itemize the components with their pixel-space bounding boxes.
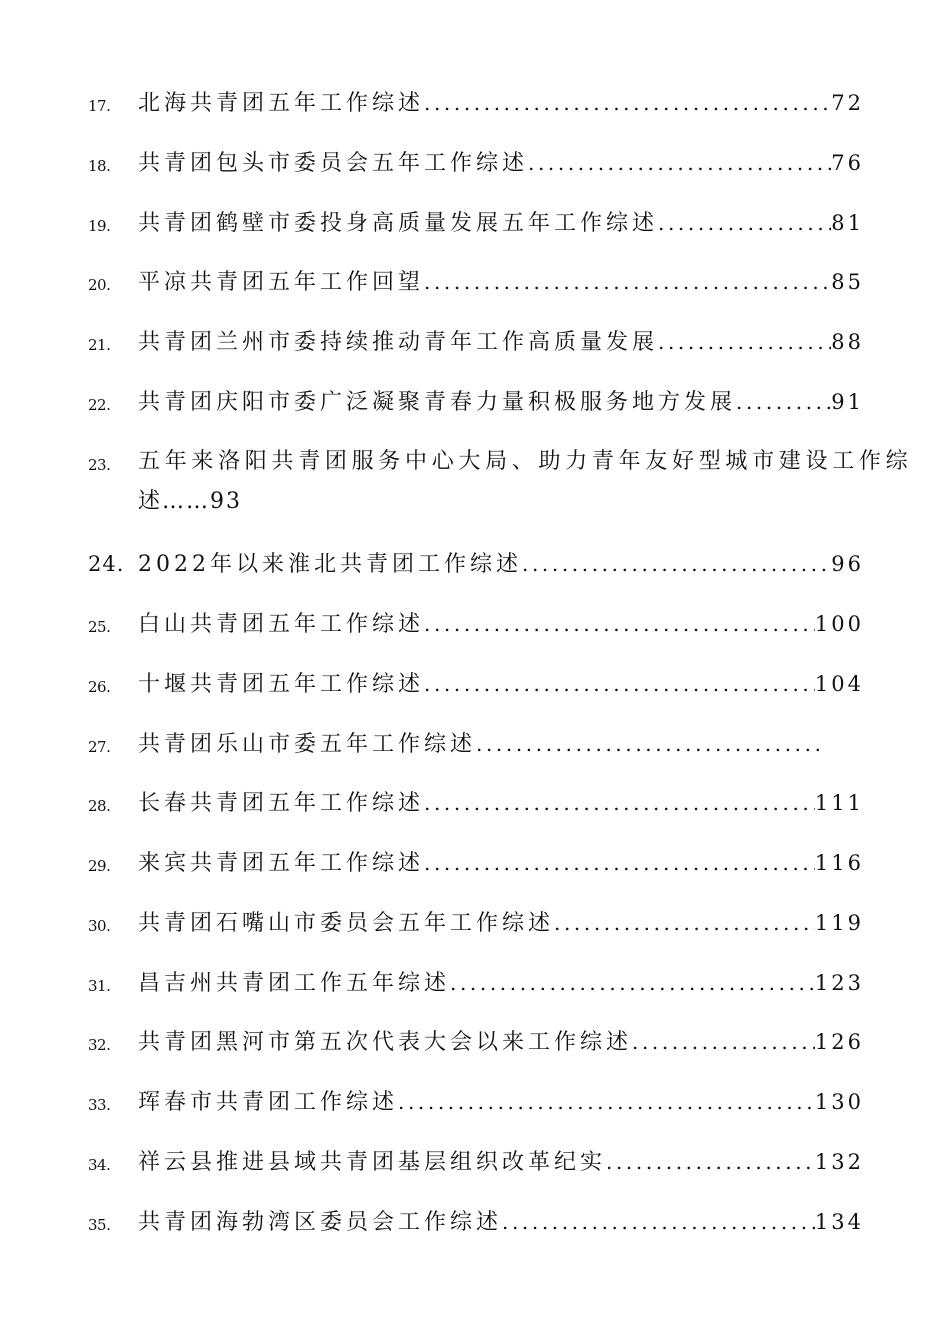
- dot-leader: [528, 148, 831, 178]
- entry-title: 白山共青团五年工作综述: [138, 612, 425, 637]
- entry-title: 昌吉州共青团工作五年综述: [138, 971, 451, 996]
- entry-number: 30.: [88, 917, 111, 935]
- dot-leader: [424, 669, 815, 699]
- entry-title: 共青团兰州市委持续推动青年工作高质量发展: [138, 330, 659, 355]
- dot-leader: [632, 1027, 815, 1057]
- dot-leader: [658, 208, 831, 238]
- dot-leader: [476, 729, 820, 759]
- entry-title-line-2: 述……93: [138, 489, 242, 514]
- dot-leader: [424, 88, 831, 118]
- entry-title: 来宾共青团五年工作综述: [138, 851, 425, 876]
- dot-leader: [424, 848, 815, 878]
- entry-title: 共青团乐山市委五年工作综述: [138, 732, 477, 757]
- entry-title: 共青团包头市委员会五年工作综述: [138, 151, 529, 176]
- entry-number: 21.: [88, 336, 111, 354]
- entry-number: 25.: [88, 618, 111, 636]
- entry-page: 104: [814, 672, 864, 696]
- entry-page: 72: [831, 91, 864, 115]
- entry-number: 17.: [88, 97, 111, 115]
- entry-page: 116: [814, 851, 864, 875]
- entry-number: 28.: [88, 797, 111, 815]
- entry-title: 十堰共青团五年工作综述: [138, 672, 425, 697]
- entry-number: 23.: [88, 456, 111, 474]
- dot-leader: [554, 908, 815, 938]
- entry-page: 119: [814, 911, 864, 935]
- dot-leader: [424, 609, 815, 639]
- entry-page: 100: [814, 612, 864, 636]
- dot-leader: [606, 1147, 815, 1177]
- entry-number: 26.: [88, 678, 111, 696]
- entry-number: 22.: [88, 396, 111, 414]
- entry-title: 共青团黑河市第五次代表大会以来工作综述: [138, 1030, 633, 1055]
- entry-page: 91: [831, 390, 864, 414]
- entry-number: 29.: [88, 857, 111, 875]
- entry-number: 27.: [88, 738, 111, 756]
- dot-leader: [522, 549, 831, 579]
- toc-entry-23[interactable]: [88, 447, 913, 517]
- entry-page: 76: [831, 151, 864, 175]
- entry-page: 130: [814, 1090, 864, 1114]
- entry-title: 祥云县推进县域共青团基层组织改革纪实: [138, 1150, 607, 1175]
- entry-page: 96: [831, 552, 864, 576]
- entry-number: 19.: [88, 217, 111, 235]
- entry-page: 134: [814, 1210, 864, 1234]
- entry-title: 2022年以来淮北共青团工作综述: [138, 552, 522, 577]
- entry-title: 平凉共青团五年工作回望: [138, 270, 425, 295]
- dot-leader: [450, 968, 815, 998]
- dot-leader: [502, 1207, 815, 1237]
- entry-page: 81: [831, 211, 864, 235]
- entry-page: 85: [831, 270, 864, 294]
- entry-title: 共青团石嘴山市委员会五年工作综述: [138, 911, 555, 936]
- entry-title: 长春共青团五年工作综述: [138, 791, 425, 816]
- entry-title: 共青团庆阳市委广泛凝聚青春力量积极服务地方发展: [138, 390, 737, 415]
- dot-leader: [424, 788, 815, 818]
- entry-number: 34.: [88, 1156, 111, 1174]
- entry-page: 88: [831, 330, 864, 354]
- entry-title-line-1: 五年来洛阳共青团服务中心大局、助力青年友好型城市建设工作综: [138, 449, 913, 474]
- entry-number: 32.: [88, 1036, 111, 1054]
- entry-number: 31.: [88, 977, 111, 995]
- entry-title: 共青团海勃湾区委员会工作综述: [138, 1210, 503, 1235]
- dot-leader: [736, 387, 831, 417]
- entry-title: 共青团鹤壁市委投身高质量发展五年工作综述: [138, 211, 659, 236]
- entry-title: 北海共青团五年工作综述: [138, 91, 425, 116]
- entry-number: 35.: [88, 1216, 111, 1234]
- entry-number: 33.: [88, 1096, 111, 1114]
- entry-title: 珲春市共青团工作综述: [138, 1090, 399, 1115]
- entry-page: 111: [814, 791, 864, 815]
- entry-number: 18.: [88, 157, 111, 175]
- entry-page: 123: [814, 971, 864, 995]
- entry-page: 132: [814, 1150, 864, 1174]
- dot-leader: [658, 327, 831, 357]
- dot-leader: [398, 1087, 815, 1117]
- entry-page: 126: [814, 1030, 864, 1054]
- dot-leader: [424, 267, 831, 297]
- entry-number: 20.: [88, 276, 111, 294]
- entry-number: 24.: [88, 552, 125, 576]
